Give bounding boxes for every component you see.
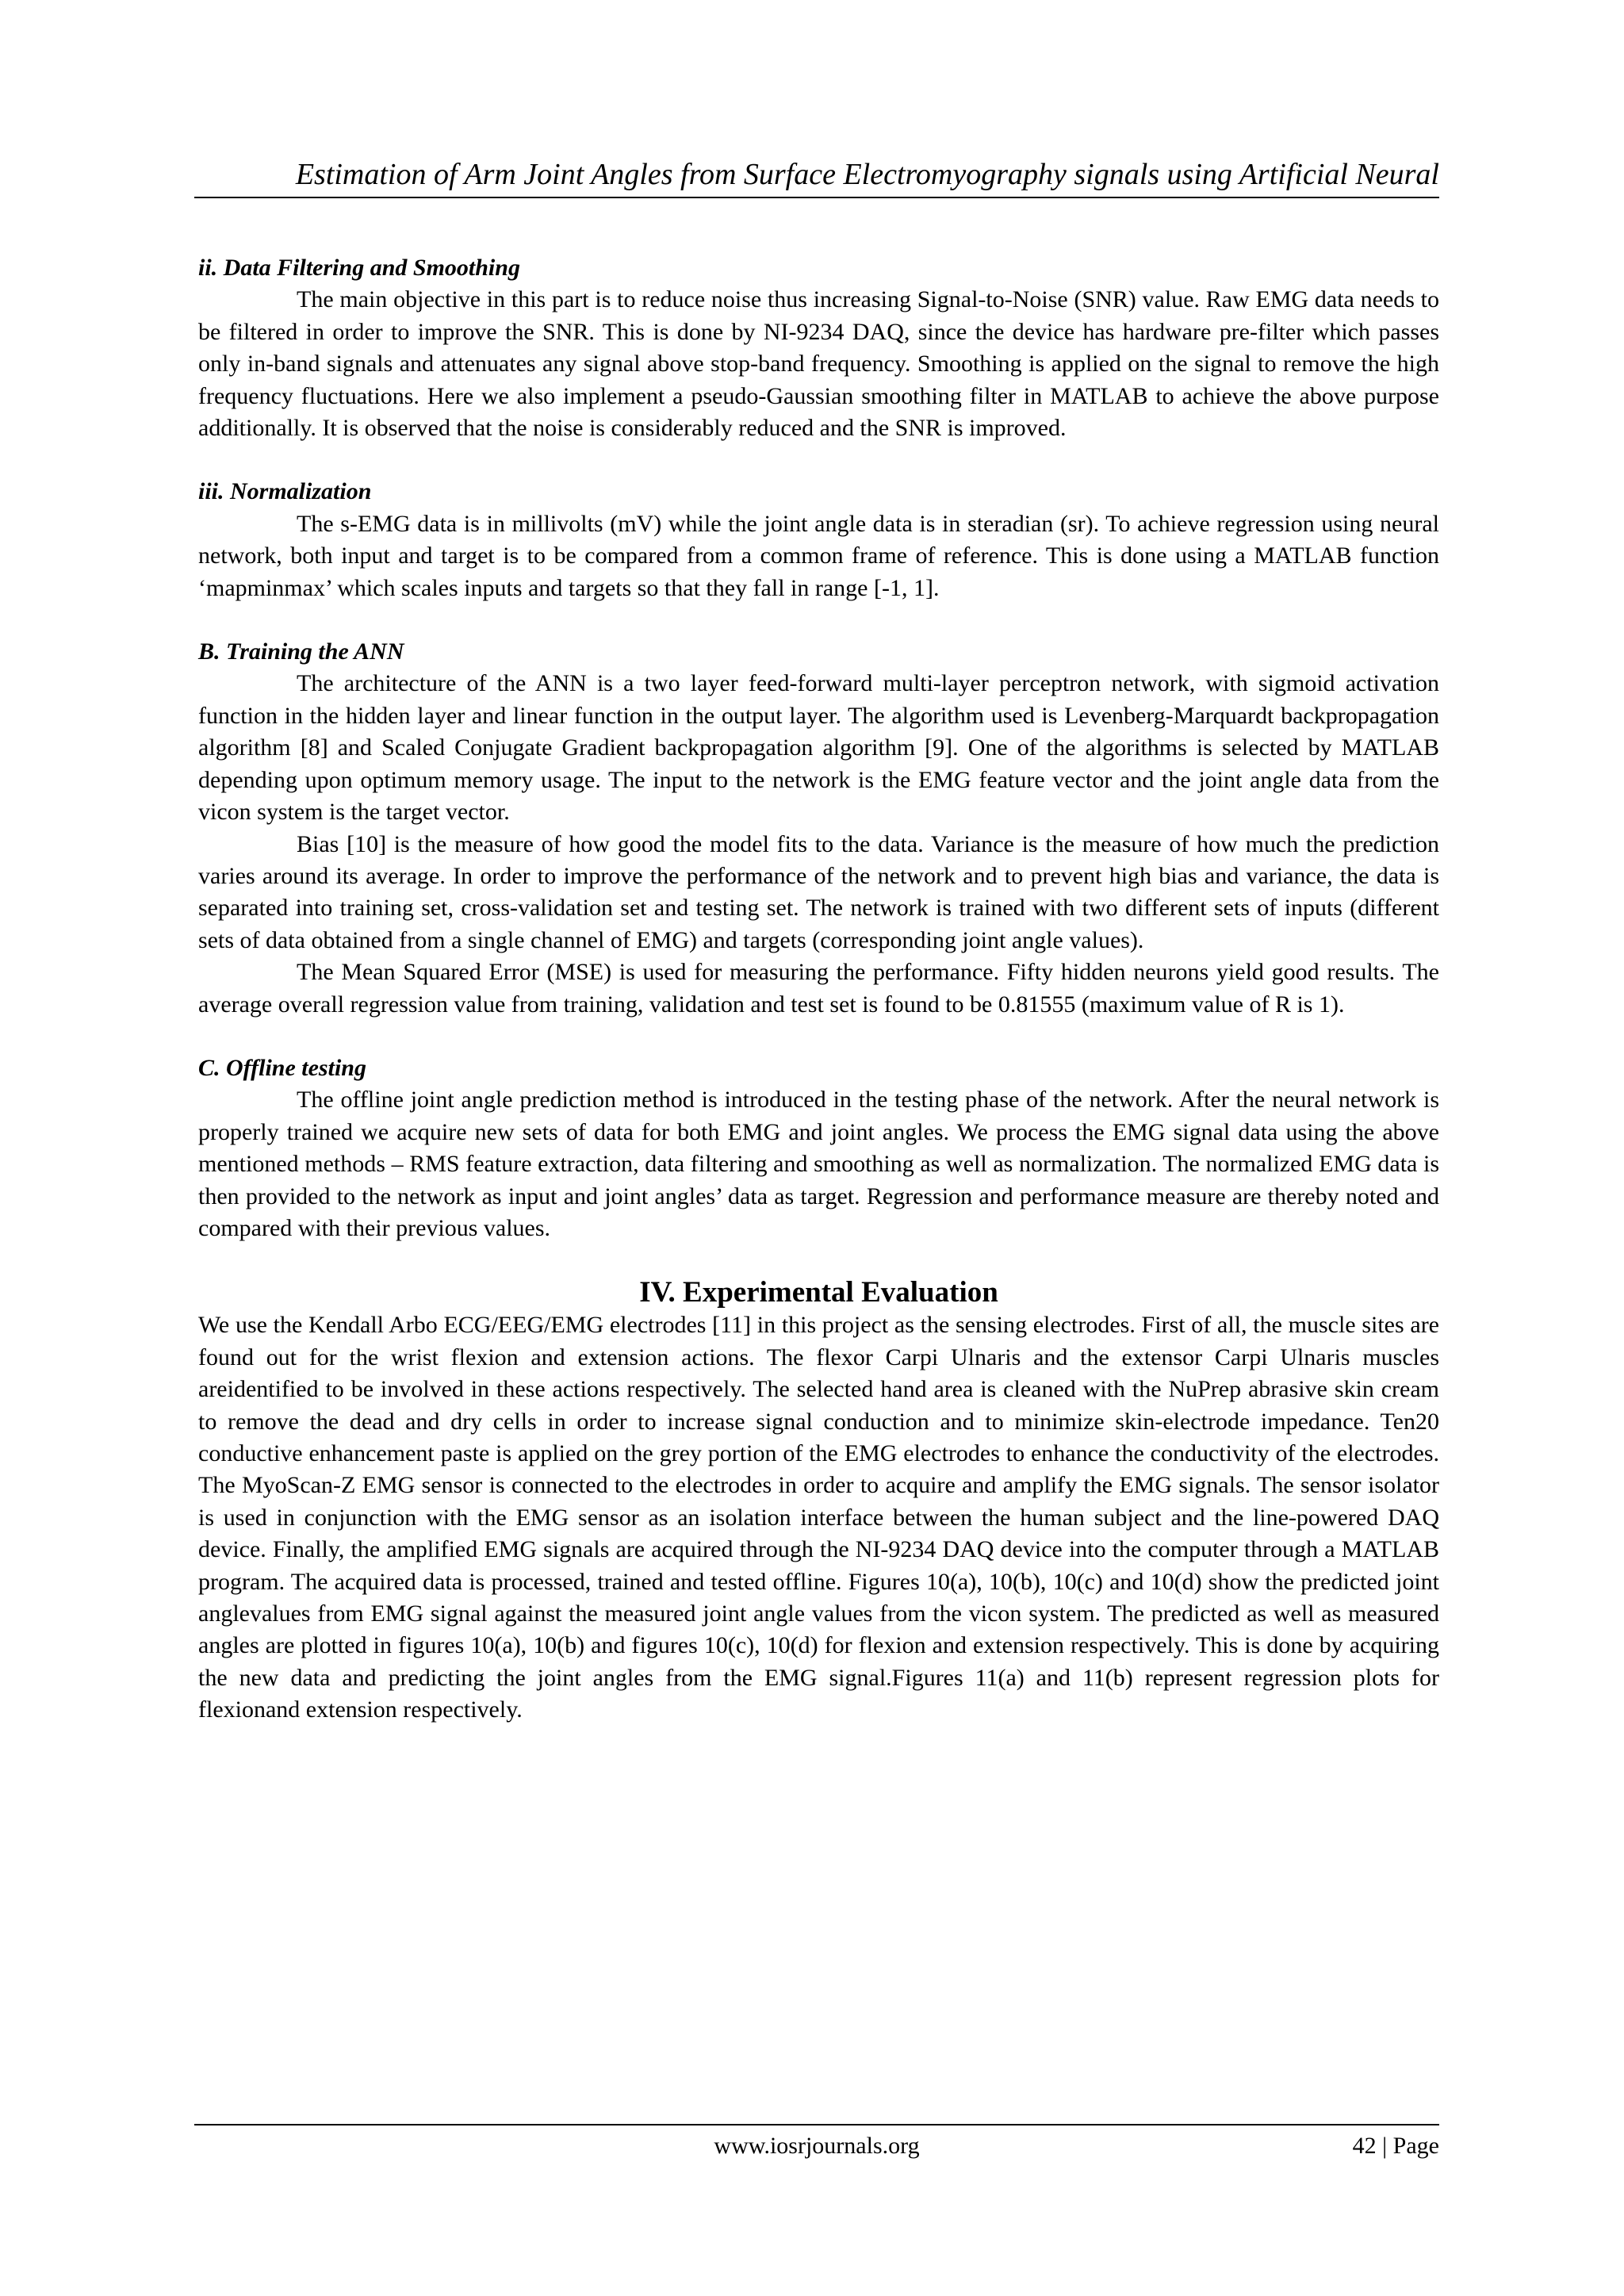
section-heading: C. Offline testing (198, 1054, 366, 1081)
paragraph: The main objective in this part is to reduce noise thus increasing Signal-to-Noise (SNR) value. Raw EMG data needs to be filtered in order to improve the SNR. This is done by NI-9234 DAQ, since the device has hardware pre-filter which passes only in-band signals and attenuates any signal above stop-band frequency. Smoothing is applied on the signal to remove the high frequency fluctuations. Here we also implement a pseudo-Gaussian smoothing filter in MATLAB to achieve the above purpose additionally. It is observed that the noise is considerably reduced and the SNR is improved. (198, 286, 1439, 442)
paragraph: The architecture of the ANN is a two layer feed-forward multi-layer perceptron network, with sigmoid activation function in the hidden layer and linear function in the output layer. The algorithm used is Levenberg-Marquardt backpropagation algorithm [8] and Scaled Conjugate Gradient backpropagation algorithm [9]. One of the algorithms is selected by MATLAB depending upon optimum memory usage. The input to the network is the EMG feature vector and the joint angle data from the vicon system is the target vector. (198, 670, 1439, 826)
section-experimental-evaluation (198, 1276, 1439, 1726)
section-heading: iii. Normalization (198, 478, 372, 505)
section-heading: ii. Data Filtering and Smoothing (198, 255, 520, 281)
journal-url: www.iosrjournals.org (714, 2133, 920, 2159)
page-footer (194, 2124, 1439, 2159)
paragraph: Bias [10] is the measure of how good the model fits to the data. Variance is the measure of how much the prediction varies around its average. In order to improve the performance of the network and to prevent high bias and variance, the data is separated into training set, cross-validation set and testing set. The network is trained with two different sets of inputs (different sets of data obtained from a single channel of EMG) and targets (corresponding joint angle values). (198, 830, 1439, 953)
paragraph: We use the Kendall Arbo ECG/EEG/EMG electrodes [11] in this project as the sensing electrodes. First of all, the muscle sites are found out for the wrist flexion and extension actions. The flexor Carpi Ulnaris and the extensor Carpi Ulnaris muscles areidentified to be involved in these actions respectively. The selected hand area is cleaned with the NuPrep abrasive skin cream to remove the dead and dry cells in order to increase signal conduction and to minimize skin-electrode impedance. Ten20 conductive enhancement paste is applied on the grey portion of the EMG electrodes to enhance the conductivity of the electrodes. The MyoScan-Z EMG sensor is connected to the electrodes in order to acquire and amplify the EMG signals. The sensor isolator is used in conjunction with the EMG sensor as an isolation interface between the human subject and the line-powered DAQ device. Finally, the amplified EMG signals are acquired through the NI-9234 DAQ device into the computer through a MATLAB program. The acquired data is processed, trained and tested offline. Figures 10(a), 10(b), 10(c) and 10(d) show the predicted joint anglevalues from EMG signal against the measured joint angle values from the vicon system. The predicted as well as measured angles are plotted in figures 10(a), 10(b) and figures 10(c), 10(d) for flexion and extension respectively. This is done by acquiring the new data and predicting the joint angles from the EMG signal.Figures 11(a) and 11(b) represent regression plots for flexionand extension respectively. (198, 1312, 1439, 1723)
section-offline-testing (198, 1052, 1439, 1244)
main-section-heading: IV. Experimental Evaluation (639, 1276, 998, 1309)
paragraph: The offline joint angle prediction method is introduced in the testing phase of the network. After the neural network is properly trained we acquire new sets of data for both EMG and joint angles. We process the EMG signal data using the above mentioned methods – RMS feature extraction, data filtering and smoothing as well as normalization. The normalized EMG data is then provided to the network as input and joint angles’ data as target. Regression and performance measure are thereby noted and compared with their previous values. (198, 1087, 1439, 1241)
running-title: Estimation of Arm Joint Angles from Surface Electromyography signals using Artificial Neural (295, 158, 1439, 191)
paragraph: The Mean Squared Error (MSE) is used for measuring the performance. Fifty hidden neurons yield good results. The average overall regression value from training, validation and test set is found to be 0.81555 (maximum value of R is 1). (198, 959, 1439, 1018)
section-data-filtering (198, 252, 1439, 444)
section-heading: B. Training the ANN (198, 638, 404, 665)
section-training-ann (198, 636, 1439, 1021)
paragraph: The s-EMG data is in millivolts (mV) while the joint angle data is in steradian (sr). To achieve regression using neural network, both input and target is to be compared from a common frame of reference. This is done using a MATLAB function ‘mapminmax’ which scales inputs and targets so that they fall in range [-1, 1]. (198, 510, 1439, 601)
page-header (194, 155, 1439, 198)
page-number: 42 | Page (1352, 2133, 1439, 2159)
article-body (198, 252, 1439, 1727)
section-normalization (198, 476, 1439, 604)
